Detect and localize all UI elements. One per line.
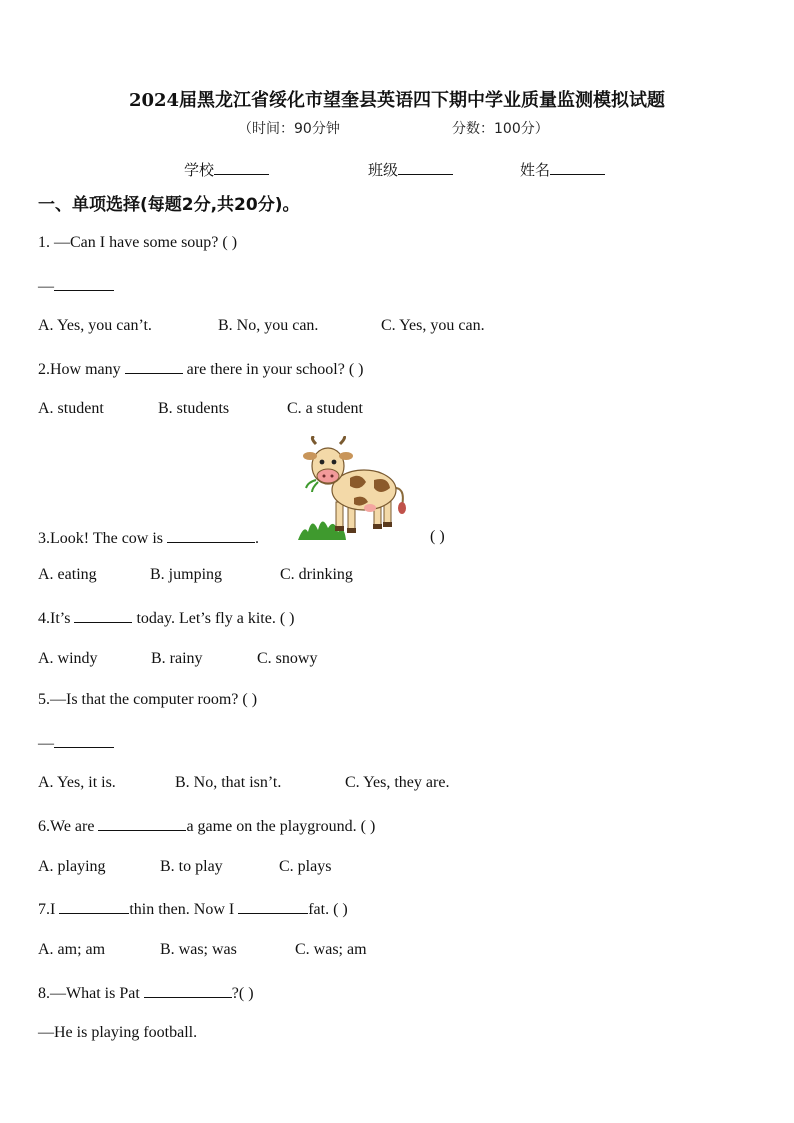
question-7-blank-2[interactable] xyxy=(238,899,308,914)
question-6-option-b[interactable]: B. to play xyxy=(160,858,223,875)
question-4-blank[interactable] xyxy=(74,608,132,623)
name-label: 姓名 xyxy=(520,161,551,179)
question-6-option-a[interactable]: A. playing xyxy=(38,858,106,875)
question-2-option-a[interactable]: A. student xyxy=(38,400,104,417)
question-2-stem xyxy=(38,359,363,379)
question-7-mid: thin then. Now I xyxy=(129,901,235,918)
question-3-option-c[interactable]: C. drinking xyxy=(280,566,353,583)
dash: — xyxy=(38,735,54,752)
answer-blank[interactable] xyxy=(54,276,114,291)
question-5-option-b[interactable]: B. No, that isn’t. xyxy=(175,774,282,791)
cow-illustration xyxy=(294,436,420,544)
school-field xyxy=(184,159,269,180)
dash: — xyxy=(38,278,54,295)
exam-score: 分数：100分） xyxy=(452,121,549,137)
exam-time: （时间：90分钟 xyxy=(238,121,340,137)
question-2-blank[interactable] xyxy=(125,359,183,374)
answer-blank[interactable] xyxy=(54,733,114,748)
question-3-blank[interactable] xyxy=(167,528,255,543)
question-2-pre: 2.How many xyxy=(38,361,121,378)
question-5-answer-line xyxy=(38,733,114,753)
question-4-post: today. Let’s fly a kite. ( ) xyxy=(136,610,295,627)
question-4-option-c[interactable]: C. snowy xyxy=(257,650,318,667)
question-7-post: fat. ( ) xyxy=(308,901,348,918)
name-blank[interactable] xyxy=(550,160,605,175)
question-4-option-b[interactable]: B. rainy xyxy=(151,650,203,667)
question-3-pre: 3.Look! The cow is xyxy=(38,530,164,547)
question-3-post: . xyxy=(255,530,260,547)
question-5-option-c[interactable]: C. Yes, they are. xyxy=(345,774,450,791)
question-2-option-c[interactable]: C. a student xyxy=(287,400,363,417)
question-4-stem xyxy=(38,608,294,628)
question-8-answer: —He is playing football. xyxy=(38,1024,198,1041)
question-8-stem xyxy=(38,983,254,1003)
question-6-option-c[interactable]: C. plays xyxy=(279,858,332,875)
question-7-stem xyxy=(38,899,348,919)
question-4-option-a[interactable]: A. windy xyxy=(38,650,98,667)
question-3-paren: ( ) xyxy=(430,528,445,545)
class-blank[interactable] xyxy=(398,160,453,175)
section-heading: 一、单项选择(每题2分,共20分)。 xyxy=(38,195,300,215)
question-2-post: are there in your school? ( ) xyxy=(186,361,364,378)
question-8-pre: 8.—What is Pat xyxy=(38,985,140,1002)
question-4-pre: 4.It’s xyxy=(38,610,71,627)
school-label: 学校 xyxy=(184,161,215,179)
question-3-option-b[interactable]: B. jumping xyxy=(150,566,223,583)
question-3-option-a[interactable]: A. eating xyxy=(38,566,97,583)
question-7-blank-1[interactable] xyxy=(59,899,129,914)
exam-title: 2024届黑龙江省绥化市望奎县英语四下期中学业质量监测模拟试题 xyxy=(128,90,666,111)
name-field xyxy=(520,159,605,180)
question-3-stem xyxy=(38,528,259,548)
question-1-answer-line xyxy=(38,276,114,296)
question-8-post: ?( ) xyxy=(231,985,254,1002)
question-1-option-a[interactable]: A. Yes, you can’t. xyxy=(38,317,152,334)
school-blank[interactable] xyxy=(214,160,269,175)
question-6-stem xyxy=(38,816,375,836)
class-field xyxy=(368,159,453,180)
question-2-option-b[interactable]: B. students xyxy=(158,400,230,417)
question-5-option-a[interactable]: A. Yes, it is. xyxy=(38,774,116,791)
question-8-blank[interactable] xyxy=(144,983,232,998)
class-label: 班级 xyxy=(368,161,399,179)
question-6-blank[interactable] xyxy=(98,816,186,831)
question-7-option-a[interactable]: A. am; am xyxy=(38,941,106,958)
question-1-option-b[interactable]: B. No, you can. xyxy=(218,317,319,334)
question-7-option-c[interactable]: C. was; am xyxy=(295,941,367,958)
question-1-stem: 1. —Can I have some soup? ( ) xyxy=(38,234,238,251)
question-1-option-c[interactable]: C. Yes, you can. xyxy=(381,317,485,334)
question-7-option-b[interactable]: B. was; was xyxy=(160,941,237,958)
question-5-stem: 5.—Is that the computer room? ( ) xyxy=(38,691,258,708)
question-7-pre: 7.I xyxy=(38,901,56,918)
question-6-post: a game on the playground. ( ) xyxy=(186,818,376,835)
question-6-pre: 6.We are xyxy=(38,818,95,835)
